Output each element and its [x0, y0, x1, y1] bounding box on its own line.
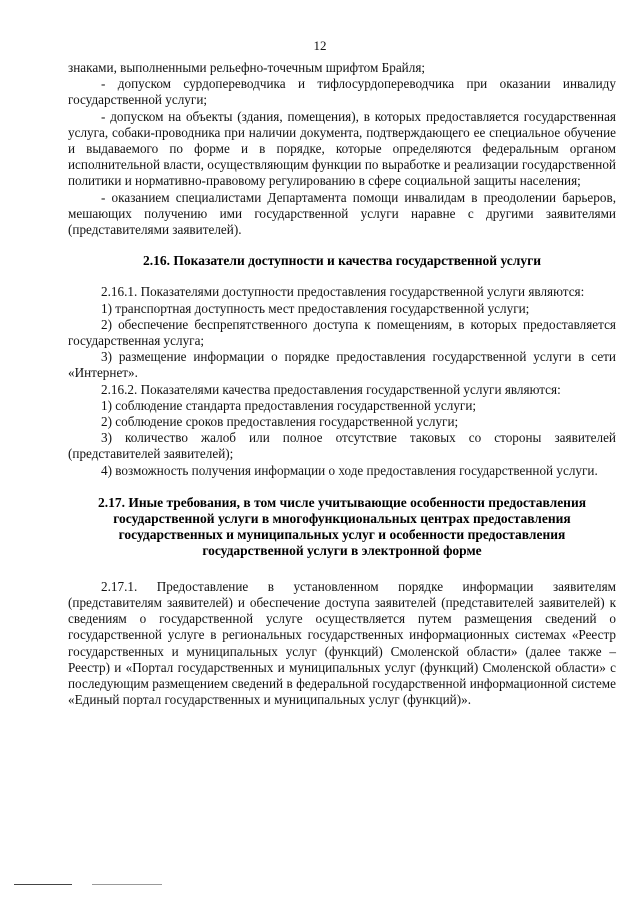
page-body [68, 60, 616, 708]
list-item: 3) количество жалоб или полное отсутствие таковых со стороны заявителей (представителей заявителей); [68, 430, 616, 462]
paragraph: знаками, выполненными рельефно-точечным шрифтом Брайля; [68, 60, 426, 75]
paragraph: 2.16.1. Показателями доступности предоставления государственной услуги являются: [101, 284, 585, 300]
section-heading-2-17: 2.17. Иные требования, в том числе учитывающие особенности предоставления государственной услуги в многофункциональных центрах предоставления государственных и муниципальных услуг и особенности предоставления государственной услуги в электронной форме [97, 494, 587, 559]
list-item: - допуском сурдопереводчика и тифлосурдопереводчика при оказании инвалиду государственной услуги; [68, 76, 616, 108]
footer-rule [92, 884, 162, 885]
list-item: 2) обеспечение беспрепятственного доступа к помещениям, в которых предоставляется государственная услуга; [68, 316, 616, 349]
section-heading-2-16: 2.16. Показатели доступности и качества государственной услуги [143, 253, 541, 269]
list-item: - допуском на объекты (здания, помещения), в которых предоставляется государственная услуга, собаки-проводника при наличии документа, подтверждающего ее специальное обучение и выдаваемого по форме и в порядке, которые определяются федеральным органом исполнительной власти, осуществляющим функции по выработке и реализации государственной политики и нормативно-правовому регулированию в сфере социальной защиты населения; [68, 108, 616, 189]
paragraph: 2.16.2. Показателями качества предоставления государственной услуги являются: [101, 381, 561, 397]
list-item: - оказанием специалистами Департамента помощи инвалидам в преодолении барьеров, мешающих получению ими государственной услуги наравне с другими заявителями (представителями заявителей). [68, 189, 616, 238]
footer-rule [14, 884, 72, 885]
page-number: 12 [313, 38, 327, 53]
list-item: 4) возможность получения информации о ходе предоставления государственной услуги. [101, 462, 598, 478]
list-item: 1) соблюдение стандарта предоставления государственной услуги; [101, 397, 477, 413]
list-item: 2) соблюдение сроков предоставления государственной услуги; [101, 414, 459, 430]
list-item: 3) размещение информации о порядке предоставления государственной услуги в сети «Интернет». [68, 349, 616, 381]
list-item: 1) транспортная доступность мест предоставления государственной услуги; [101, 300, 530, 316]
paragraph: 2.17.1. Предоставление в установленном порядке информации заявителям (представителям заявителей) и обеспечение доступа заявителей (представителей заявителей) к сведениям о государственной услуге осуществляется путем размещения сведений о государственной услуге в региональных государственных информационных системах «Реестр государственных и муниципальных услуг (функций) Смоленской области» (далее также – Реестр) и «Портал государственных и муниципальных услуг (функций) Смоленской области» с последующим размещением сведений в федеральной государственной информационной системе «Единый портал государственных и муниципальных услуг (функций)». [68, 578, 616, 708]
